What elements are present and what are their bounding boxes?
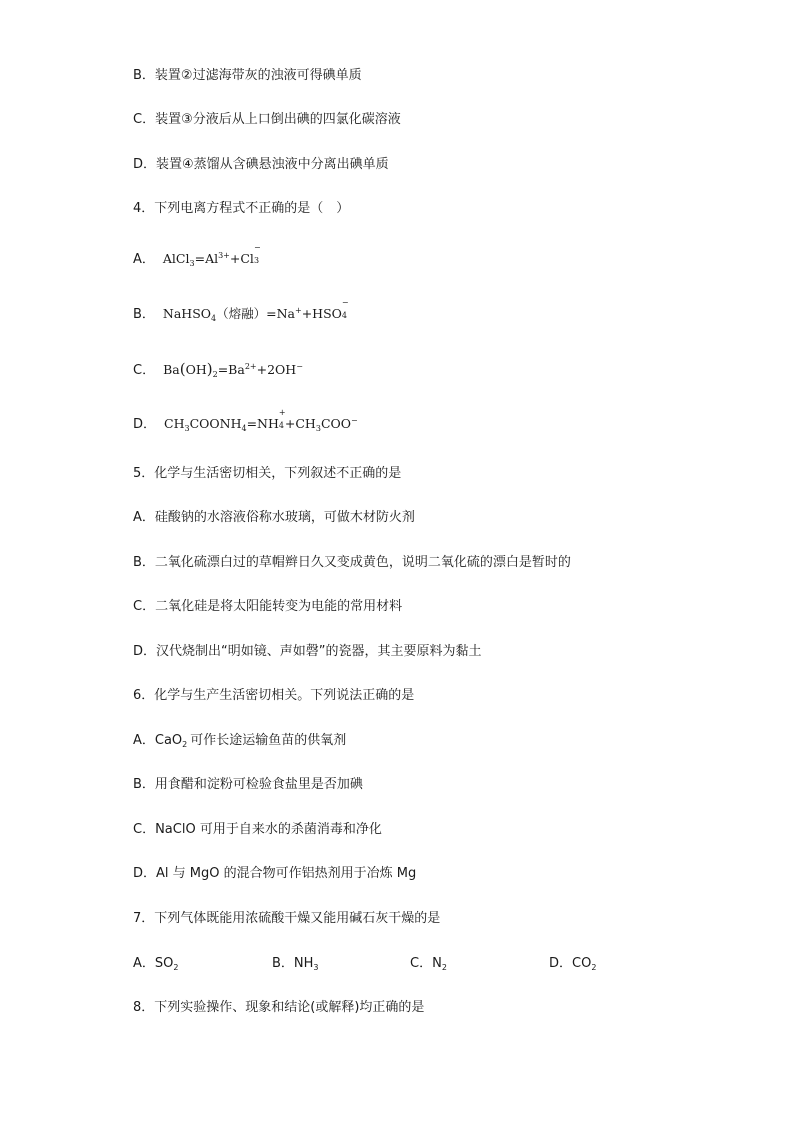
q6-option-d: D．Al 与 MgO 的混合物可作铝热剂用于冶炼 Mg [133, 866, 417, 881]
q7-option-d: D．$CO_2$ [549, 956, 597, 972]
q8-stem: 8．下列实验操作、现象和结论(或解释)均正确的是 [133, 1000, 425, 1015]
q5-option-c: C．二氧化硅是将太阳能转变为电能的常用材料 [133, 599, 403, 614]
q6-stem: 6．化学与生产生活密切相关。下列说法正确的是 [133, 688, 415, 703]
q7-stem: 7．下列气体既能用浓硫酸干燥又能用碱石灰干燥的是 [133, 911, 441, 926]
q4-option-c [133, 360, 303, 380]
q4-stem: 4．下列电离方程式不正确的是（ ） [133, 201, 350, 216]
q5-option-d: D．汉代烧制出“明如镜、声如磬”的瓷器，其主要原料为黏土 [133, 644, 482, 659]
q5-stem: 5．化学与生活密切相关，下列叙述不正确的是 [133, 466, 402, 481]
q4-option-a [133, 243, 261, 269]
option-label: D． [133, 417, 157, 432]
q7-option-a: A．$SO_2$ [133, 956, 179, 972]
equation: NaHSO$_4$（熔融）=Na++HSO − 4 [162, 298, 349, 323]
equation: $Ba(OH)_2=Ba^{2+}+2OH^-$ [163, 360, 303, 379]
option-label: A． [133, 252, 155, 267]
q6-option-c: C．NaClO 可用于自来水的杀菌消毒和净化 [133, 822, 382, 837]
q7-options [133, 955, 733, 973]
q7-option-c: C．$N_2$ [410, 956, 447, 972]
q5-option-b: B．二氧化硫漂白过的草帽辫日久又变成黄色，说明二氧化硫的漂白是暂时的 [133, 555, 571, 570]
q3-option-d: D．装置④蒸馏从含碘悬浊液中分离出碘单质 [133, 157, 389, 172]
q6-option-b: B．用食醋和淀粉可检验食盐里是否加碘 [133, 777, 363, 792]
option-label: B． [133, 307, 155, 322]
q7-option-b: B．$NH_3$ [272, 956, 319, 972]
q5-option-a: A．硅酸钠的水溶液俗称水玻璃，可做木材防火剂 [133, 510, 415, 525]
equation: $CH_3COONH_4=NH$ + 4 $+CH_3COO^-$ [164, 408, 358, 433]
option-label: C． [133, 363, 156, 378]
q4-option-b [133, 298, 349, 324]
q6-option-a: A．CaO$_2$ 可作长途运输鱼苗的供氧剂 [133, 733, 347, 749]
equation: $AlCl_3=Al^{3+}+Cl$ − 3 [162, 243, 261, 268]
q3-option-c: C．装置③分液后从上口倒出碘的四氯化碳溶液 [133, 112, 401, 127]
q3-option-b: B．装置②过滤海带灰的浊液可得碘单质 [133, 68, 362, 83]
q4-option-d [133, 408, 358, 434]
